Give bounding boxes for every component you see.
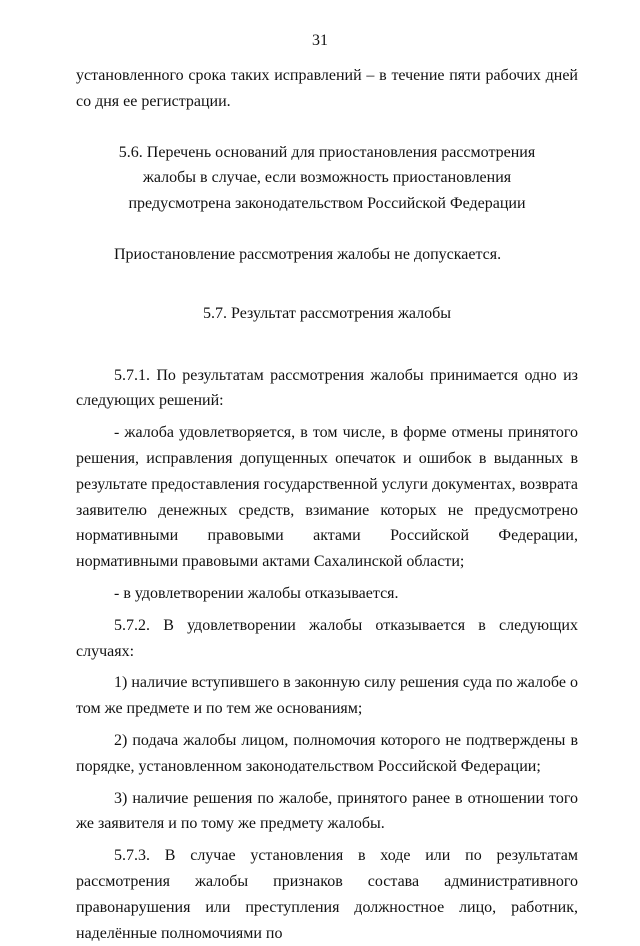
list-item-1: 1) наличие вступившего в законную силу решения суда по жалобе о том же предмете и по тем же основаниям;: [76, 674, 578, 718]
paragraph-5-7-2: 5.7.2. В удовлетворении жалобы отказывается в следующих случаях:: [76, 616, 578, 660]
paragraph-5-7-3: 5.7.3. В случае установления в ходе или по результатам рассмотрения жалобы признаков состава административного правонарушения или преступления должностное лицо, работник, наделённые полномочиями по: [76, 847, 578, 942]
page-number: 31: [312, 32, 328, 49]
list-item-satisfied: - жалоба удовлетворяется, в том числе, в форме отмены принятого решения, исправления допущенных опечаток и ошибок в выданных в результате предоставления государственной услуги документах, возврата заявителю денежных средств, взимание которых не предусмотрено нормативными правовыми актами Российской Федерации, нормативными правовыми актами Сахалинской области;: [76, 424, 578, 571]
paragraph-continuation: установленного срока таких исправлений – в течение пяти рабочих дней со дня ее регистрации.: [76, 67, 578, 110]
paragraph-suspension: Приостановление рассмотрения жалобы не допускается.: [114, 245, 502, 263]
paragraph-5-7-1: 5.7.1. По результатам рассмотрения жалобы принимается одно из следующих решений:: [76, 366, 578, 410]
section-heading-5-6: 5.6. Перечень оснований для приостановления рассмотрения жалобы в случае, если возможность приостановления предусмотрена законодательством Российской Федерации: [118, 143, 536, 213]
list-item-refused: - в удовлетворении жалобы отказывается.: [114, 584, 399, 602]
list-item-2: 2) подача жалобы лицом, полномочия которого не подтверждены в порядке, установленном законодательством Российской Федерации;: [76, 731, 578, 775]
section-heading-5-7: 5.7. Результат рассмотрения жалобы: [203, 304, 451, 322]
list-item-3: 3) наличие решения по жалобе, принятого ранее в отношении того же заявителя и по тому же предмету жалобы.: [76, 789, 578, 833]
document-body: [76, 63, 578, 946]
